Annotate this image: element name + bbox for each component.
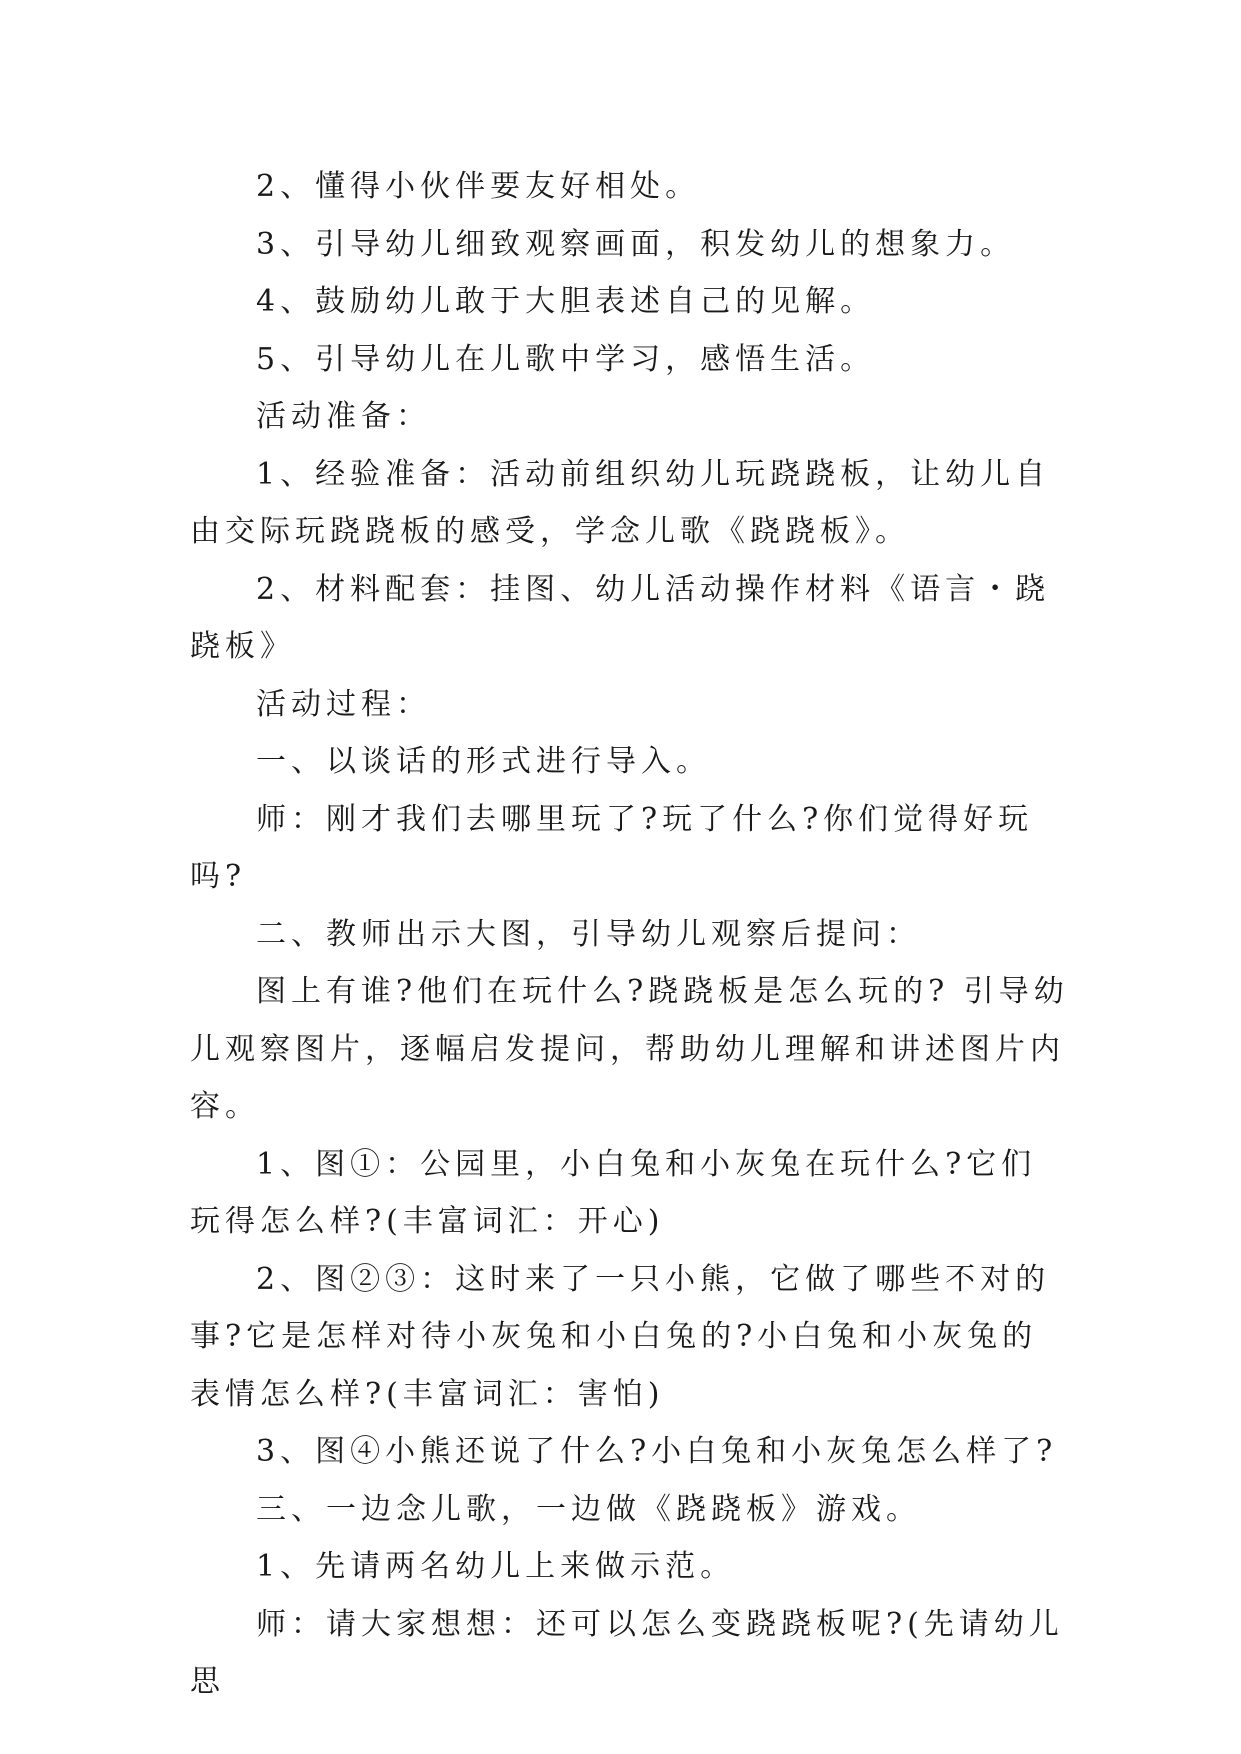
paragraph: 一、以谈话的形式进行导入。	[256, 744, 711, 779]
paragraph: 4、鼓励幼儿敢于大胆表述自己的见解。	[256, 284, 876, 319]
paragraph: 2、图②③：这时来了一只小熊，它做了哪些不对的事?它是怎样对待小灰兔和小白兔的?小白兔和小灰兔的表情怎么样?(丰富词汇：害怕)	[190, 1261, 1051, 1412]
paragraph: 2、懂得小伙伴要友好相处。	[256, 169, 701, 204]
paragraph: 2、材料配套：挂图、幼儿活动操作材料《语言・跷跷板》	[190, 571, 1051, 664]
paragraph: 图上有谁?他们在玩什么?跷跷板是怎么玩的? 引导幼儿观察图片，逐幅启发提问，帮助幼儿理解和讲述图片内容。	[190, 974, 1069, 1124]
paragraph: 二、教师出示大图，引导幼儿观察后提问：	[256, 916, 921, 952]
paragraph: 5、引导幼儿在儿歌中学习，感悟生活。	[256, 341, 876, 377]
paragraph: 3、图④小熊还说了什么?小白兔和小灰兔怎么样了?	[256, 1434, 1058, 1469]
section-heading: 活动过程：	[256, 686, 431, 722]
paragraph: 1、经验准备：活动前组织幼儿玩跷跷板，让幼儿自由交际玩跷跷板的感受，学念儿歌《跷跷板》。	[190, 456, 1051, 549]
section-heading: 活动准备：	[256, 399, 431, 434]
paragraph: 三、一边念儿歌，一边做《跷跷板》游戏。	[256, 1491, 921, 1527]
paragraph: 1、图①：公园里，小白兔和小灰兔在玩什么?它们玩得怎么样?(丰富词汇：开心)	[190, 1146, 1037, 1239]
paragraph: 师：刚才我们去哪里玩了?玩了什么?你们觉得好玩吗?	[190, 801, 1034, 894]
document-body	[190, 158, 1070, 1711]
paragraph: 3、引导幼儿细致观察画面，积发幼儿的想象力。	[256, 226, 1016, 262]
paragraph: 1、先请两名幼儿上来做示范。	[256, 1549, 736, 1584]
paragraph: 师：请大家想想：还可以怎么变跷跷板呢?(先请幼儿思	[190, 1606, 1064, 1699]
